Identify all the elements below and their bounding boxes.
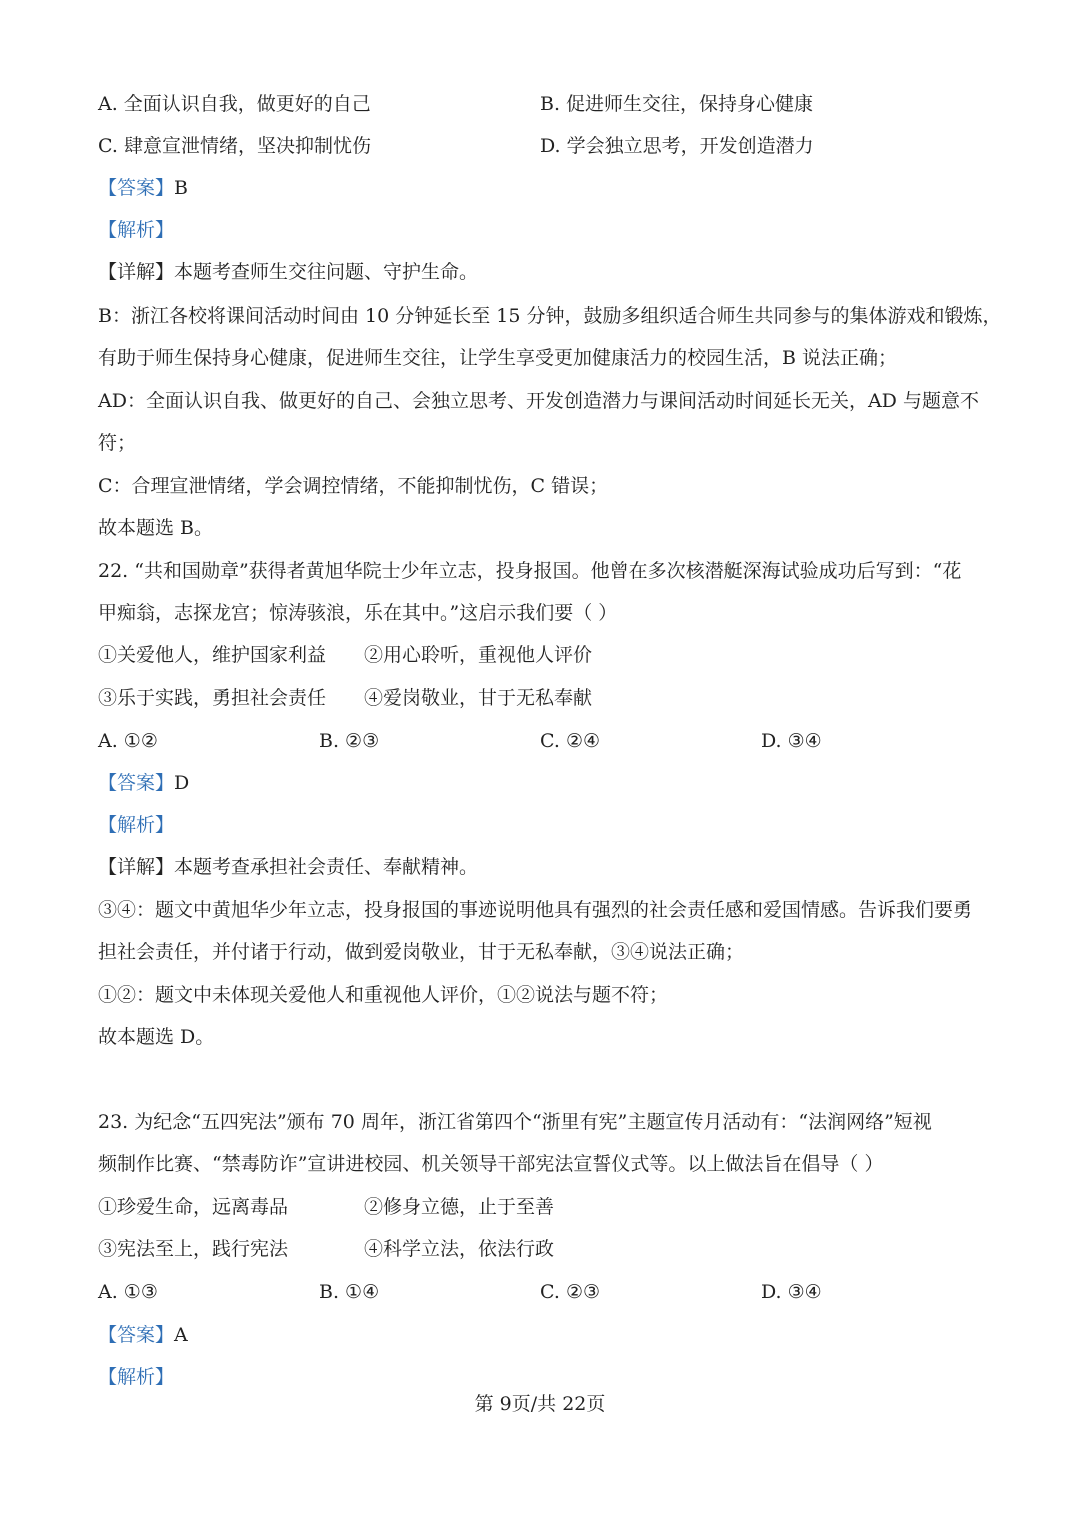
q21-detail: 【详解】本题考查师生交往问题、守护生命。 <box>98 261 479 283</box>
q22-statement-1: ①关爱他人，维护国家利益 <box>98 644 327 666</box>
q22-statement-4: ④爱岗敬业，甘于无私奉献 <box>364 687 593 709</box>
q22-option-d: D. ③④ <box>761 730 822 752</box>
q22-stem-line: 甲痴翁，志探龙宫；惊涛骇浪，乐在其中。”这启示我们要（ ） <box>98 602 618 624</box>
q22-answer <box>98 762 988 804</box>
q21-option-b: B. 促进师生交往，保持身心健康 <box>540 93 814 115</box>
answer-tag: 【答案】 <box>98 772 175 794</box>
q23-stem-line: 23. 为纪念“五四宪法”颁布 70 周年，浙江省第四个“浙里有宪”主题宣传月活动有：“法润网络”短视 <box>98 1111 932 1133</box>
q23-statements-row-1 <box>98 1186 988 1228</box>
q23-statement-4: ④科学立法，依法行政 <box>364 1238 555 1260</box>
q21-options-row-1 <box>98 83 988 125</box>
q22-stem-line: 22. “共和国勋章”获得者黄旭华院士少年立志，投身报国。他曾在多次核潜艇深海试验成功后写到：“花 <box>98 560 962 582</box>
q21-explain-line: B：浙江各校将课间活动时间由 10 分钟延长至 15 分钟，鼓励多组织适合师生共同参与的集体游戏和锻炼， <box>98 305 1002 327</box>
q23-option-d: D. ③④ <box>761 1281 822 1303</box>
q22-analysis <box>98 804 988 846</box>
q22-explain-line: ③④：题文中黄旭华少年立志，投身报国的事迹说明他具有强烈的社会责任感和爱国情感。告诉我们要勇 <box>98 899 973 921</box>
q22-detail: 【详解】本题考查承担社会责任、奉献精神。 <box>98 856 479 878</box>
q23-statements-row-2 <box>98 1228 988 1270</box>
q22-options-row <box>98 720 988 762</box>
q21-options-row-2 <box>98 125 988 167</box>
q21-analysis <box>98 209 988 251</box>
q23-options-row <box>98 1271 988 1313</box>
q22-statement-2: ②用心聆听，重视他人评价 <box>364 644 593 666</box>
q21-conclusion: 故本题选 B。 <box>98 517 214 539</box>
q21-option-d: D. 学会独立思考，开发创造潜力 <box>540 135 814 157</box>
q22-explain-line: ①②：题文中未体现关爱他人和重视他人评价，①②说法与题不符； <box>98 984 669 1006</box>
q21-explain-line: 符； <box>98 432 137 454</box>
q23-option-b: B. ①④ <box>319 1281 380 1303</box>
page-footer: 第 9页/共 22页 <box>474 1393 606 1415</box>
q23-stem-line: 频制作比赛、“禁毒防诈”宣讲进校园、机关领导干部宪法宣誓仪式等。以上做法旨在倡导（ ） <box>98 1153 884 1175</box>
q22-option-a: A. ①② <box>98 730 158 752</box>
q23-answer <box>98 1314 988 1356</box>
q23-option-a: A. ①③ <box>98 1281 158 1303</box>
q21-explain-line: 有助于师生保持身心健康，促进师生交往，让学生享受更加健康活力的校园生活，B 说法正确； <box>98 347 898 369</box>
analysis-tag: 【解析】 <box>98 219 175 241</box>
q22-statements-row-1 <box>98 634 988 676</box>
q22-option-c: C. ②④ <box>540 730 601 752</box>
q21-answer <box>98 167 988 209</box>
q22-explain-line: 担社会责任，并付诸于行动，做到爱岗敬业，甘于无私奉献，③④说法正确； <box>98 941 745 963</box>
q22-option-b: B. ②③ <box>319 730 380 752</box>
analysis-tag: 【解析】 <box>98 814 175 836</box>
answer-value: B <box>174 177 188 199</box>
q22-conclusion: 故本题选 D。 <box>98 1026 215 1048</box>
q23-statement-3: ③宪法至上，践行宪法 <box>98 1238 289 1260</box>
q23-option-c: C. ②③ <box>540 1281 601 1303</box>
answer-tag: 【答案】 <box>98 1324 175 1346</box>
q21-option-a: A. 全面认识自我，做更好的自己 <box>98 93 371 115</box>
q21-explain-line: AD：全面认识自我、做更好的自己、会独立思考、开发创造潜力与课间活动时间延长无关，AD 与题意不 <box>98 390 979 412</box>
q23-statement-2: ②修身立德，止于至善 <box>364 1196 555 1218</box>
q21-option-c: C. 肆意宣泄情绪，坚决抑制忧伤 <box>98 135 371 157</box>
answer-value: D <box>174 772 190 794</box>
analysis-tag: 【解析】 <box>98 1366 175 1388</box>
q23-statement-1: ①珍爱生命，远离毒品 <box>98 1196 289 1218</box>
q22-statement-3: ③乐于实践，勇担社会责任 <box>98 687 327 709</box>
q21-explain-line: C：合理宣泄情绪，学会调控情绪，不能抑制忧伤，C 错误； <box>98 475 609 497</box>
answer-value: A <box>174 1324 188 1346</box>
q22-statements-row-2 <box>98 677 988 719</box>
answer-tag: 【答案】 <box>98 177 175 199</box>
